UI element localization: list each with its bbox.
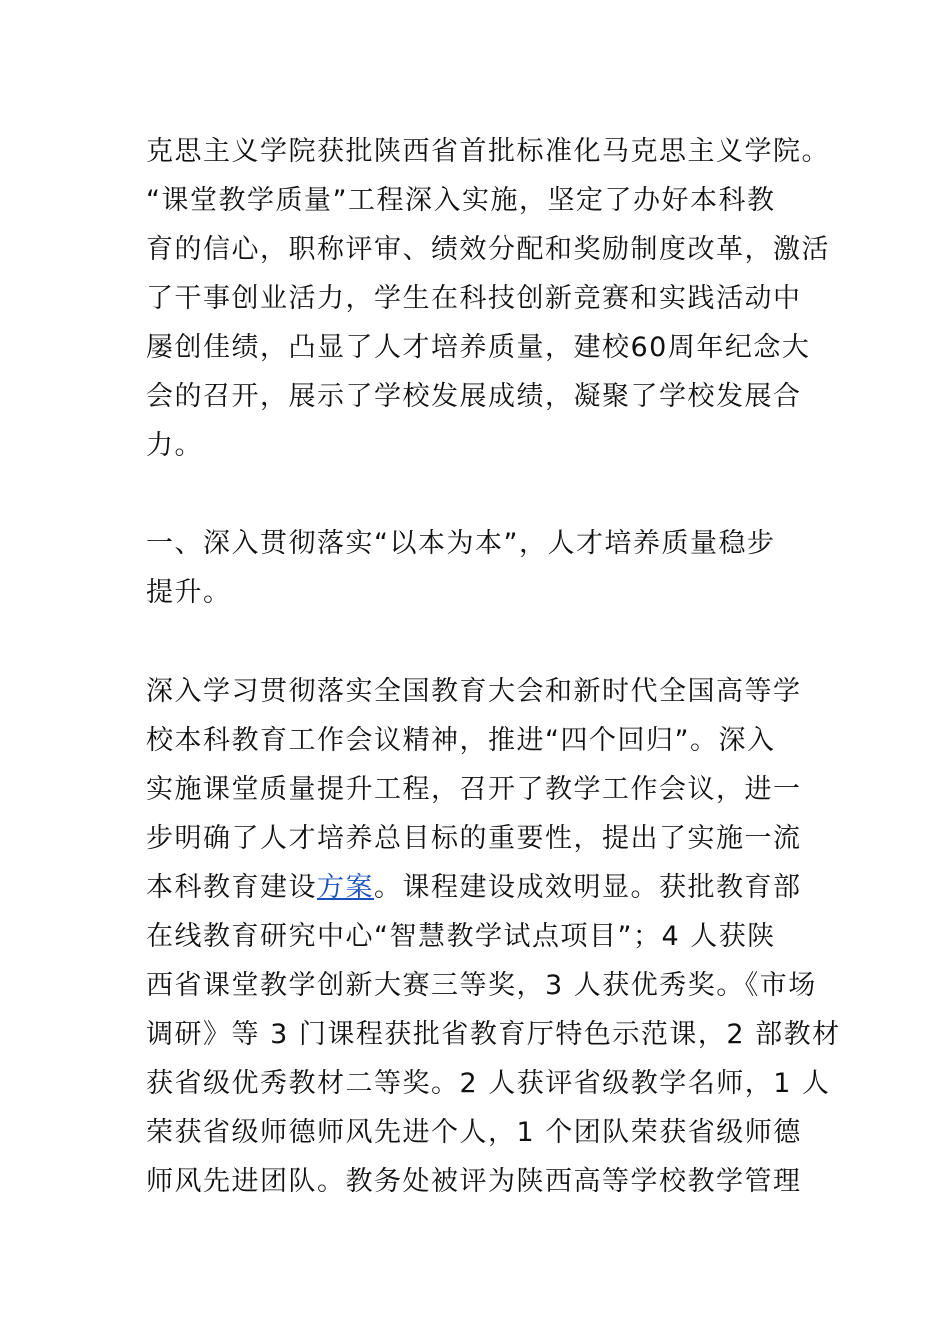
text-line: 获省级优秀教材二等奖。2 人获评省级教学名师，1 人 bbox=[146, 1068, 831, 1099]
document-body bbox=[146, 127, 841, 1206]
heading-line: 一、深入贯彻落实“以本为本”，人才培养质量稳步 bbox=[146, 528, 776, 559]
heading-line: 提升。 bbox=[146, 577, 232, 608]
text-line: 西省课堂教学创新大赛三等奖，3 人获优秀奖。《市场 bbox=[146, 970, 817, 1001]
text-line: 了干事创业活力，学生在科技创新竞赛和实践活动中 bbox=[146, 283, 802, 314]
text-line-with-link bbox=[146, 863, 816, 912]
text-segment: 。课程建设成效明显。获批教育部 bbox=[374, 872, 802, 903]
text-line: 实施课堂质量提升工程，召开了教学工作会议，进一 bbox=[146, 774, 802, 805]
text-line: 会的召开，展示了学校发展成绩，凝聚了学校发展合 bbox=[146, 381, 802, 412]
text-line: 屡创佳绩，凸显了人才培养质量，建校60周年纪念大 bbox=[146, 332, 811, 363]
text-segment: 本科教育建设 bbox=[146, 872, 317, 903]
text-line: 在线教育研究中心“智慧教学试点项目”；4 人获陕 bbox=[146, 921, 776, 952]
text-line: 步明确了人才培养总目标的重要性，提出了实施一流 bbox=[146, 823, 802, 854]
text-line: 校本科教育工作会议精神，推进“四个回归”。深入 bbox=[146, 725, 776, 756]
paragraph-achievements bbox=[146, 127, 830, 470]
text-line: 克思主义学院获批陕西省首批标准化马克思主义学院。 bbox=[146, 136, 830, 167]
paragraph-spacer bbox=[146, 617, 816, 667]
section-heading-1 bbox=[146, 519, 816, 617]
paragraph-teaching bbox=[146, 667, 841, 1206]
text-line: 荣获省级师德师风先进个人，1 个团队荣获省级师德 bbox=[146, 1117, 802, 1148]
text-line: 深入学习贯彻落实全国教育大会和新时代全国高等学 bbox=[146, 676, 802, 707]
text-line: “课堂教学质量”工程深入实施，坚定了办好本科教 bbox=[146, 185, 776, 216]
text-line: 调研》等 3 门课程获批省教育厅特色示范课，2 部教材 bbox=[146, 1019, 841, 1050]
text-line: 师风先进团队。教务处被评为陕西高等学校教学管理 bbox=[146, 1166, 802, 1197]
text-line: 育的信心，职称评审、绩效分配和奖励制度改革，激活 bbox=[146, 234, 830, 265]
paragraph-spacer bbox=[146, 470, 816, 519]
text-line: 力。 bbox=[146, 430, 203, 461]
plan-link[interactable]: 方案 bbox=[317, 872, 374, 903]
